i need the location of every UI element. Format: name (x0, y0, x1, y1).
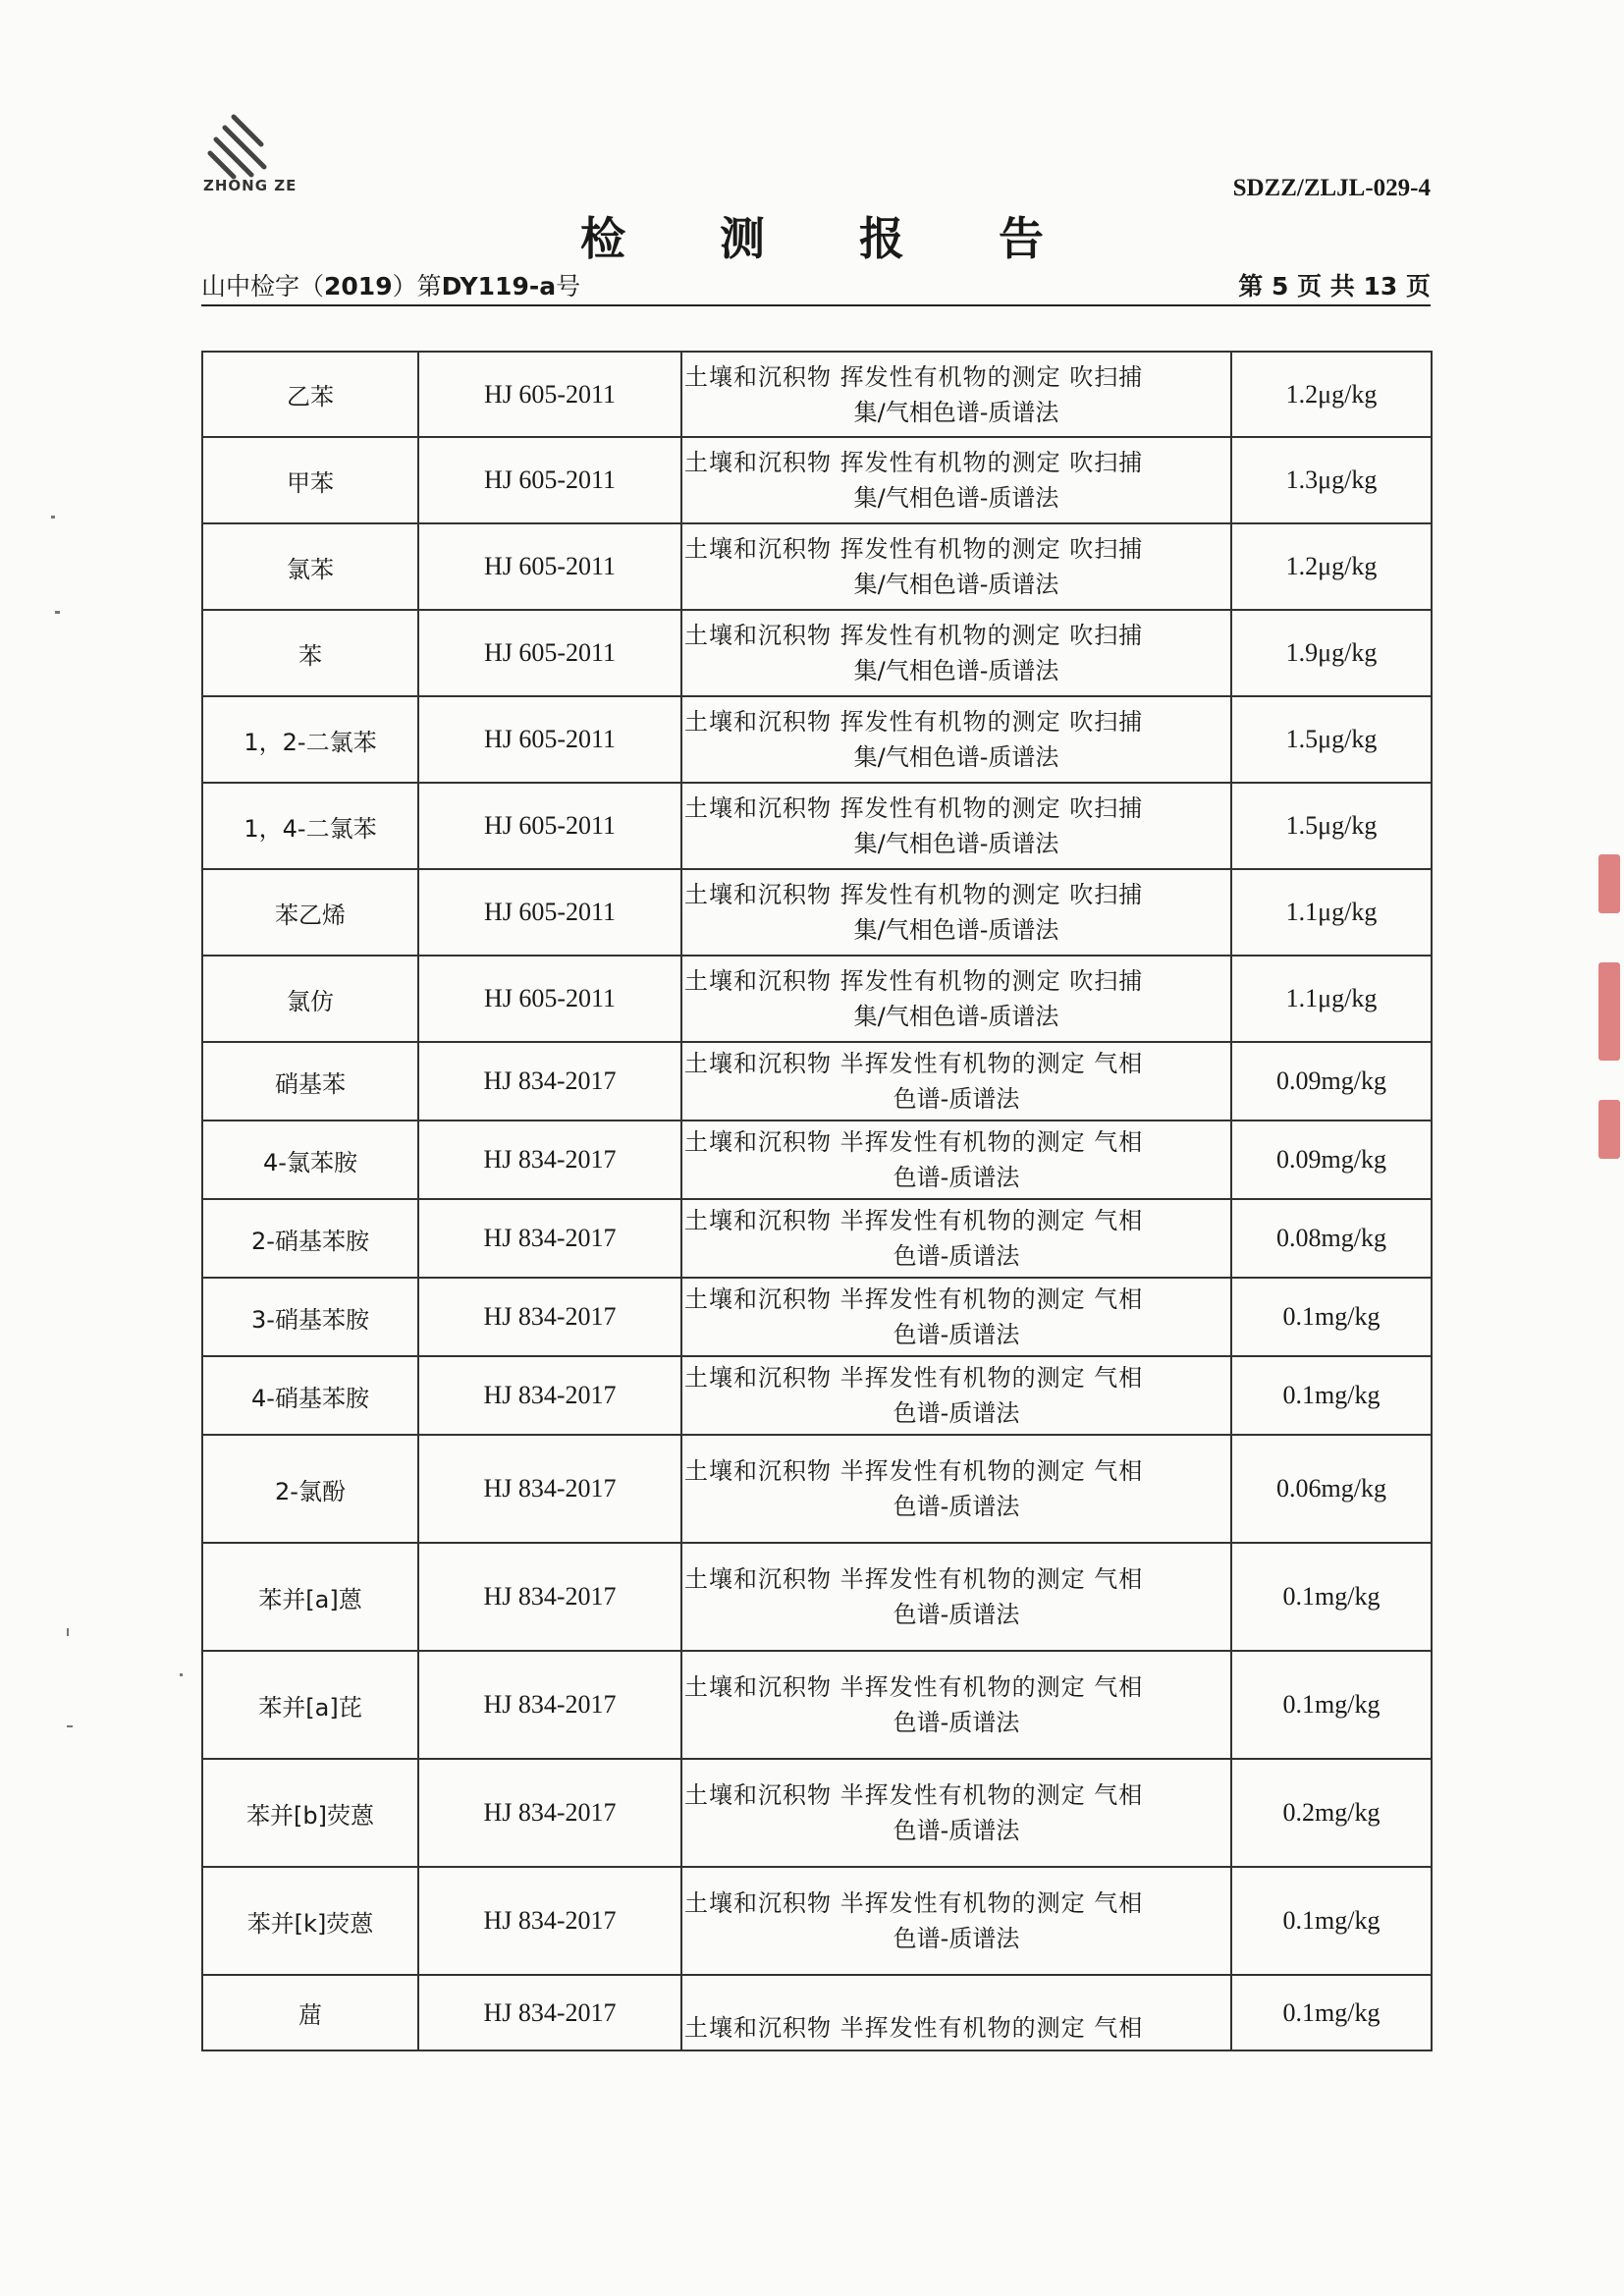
method-line-1: 土壤和沉积物 半挥发性有机物的测定 气相 (684, 1889, 1144, 1917)
detection-methods-table (201, 351, 1433, 2051)
standard-code-cell: HJ 605-2011 (418, 352, 681, 437)
method-line-2: 色谱-质谱法 (893, 1242, 1020, 1270)
test-item-cell: 1，2-二氯苯 (202, 696, 418, 783)
detection-limit-cell: 0.1mg/kg (1231, 1356, 1432, 1435)
standard-code-cell: HJ 834-2017 (418, 1975, 681, 2050)
test-item-cell: 2-硝基苯胺 (202, 1199, 418, 1278)
detection-limit-cell: 1.1μg/kg (1231, 869, 1432, 956)
standard-code-cell: HJ 834-2017 (418, 1435, 681, 1543)
standard-code-cell: HJ 834-2017 (418, 1759, 681, 1867)
method-cell (681, 1042, 1231, 1121)
method-cell (681, 1435, 1231, 1543)
standard-code-cell: HJ 834-2017 (418, 1356, 681, 1435)
detection-limit-cell: 1.5μg/kg (1231, 696, 1432, 783)
table-row (202, 1278, 1432, 1356)
standard-code-cell: HJ 834-2017 (418, 1867, 681, 1975)
detection-limit-cell: 1.1μg/kg (1231, 956, 1432, 1042)
standard-code-cell: HJ 834-2017 (418, 1121, 681, 1199)
report-number-mid: ）第 (392, 272, 442, 301)
method-line-2: 集/气相色谱-质谱法 (853, 571, 1059, 598)
standard-code-cell: HJ 834-2017 (418, 1651, 681, 1759)
table-row (202, 1975, 1432, 2050)
page-counter: 第 5 页 共 13 页 (1238, 272, 1431, 301)
detection-limit-cell: 0.09mg/kg (1231, 1042, 1432, 1121)
report-number-year: 2019 (324, 272, 393, 301)
method-line-2: 集/气相色谱-质谱法 (853, 916, 1059, 944)
method-cell (681, 1651, 1231, 1759)
method-cell (681, 352, 1231, 437)
test-item-cell: 氯苯 (202, 523, 418, 610)
method-line-1: 土壤和沉积物 挥发性有机物的测定 吹扫捕 (684, 881, 1144, 908)
table-row (202, 1435, 1432, 1543)
table-row (202, 1543, 1432, 1651)
table-row (202, 783, 1432, 869)
method-cell (681, 1121, 1231, 1199)
test-item-cell: 苯并[a]蒽 (202, 1543, 418, 1651)
report-number-code: DY119-a (441, 272, 557, 301)
method-line-1: 土壤和沉积物 挥发性有机物的测定 吹扫捕 (684, 708, 1144, 736)
red-seal-stamp-edge (1598, 854, 1620, 913)
method-cell (681, 523, 1231, 610)
page-title: 检 测 报 告 (579, 212, 1084, 265)
table-row (202, 956, 1432, 1042)
method-line-2: 色谱-质谱法 (893, 1085, 1020, 1113)
detection-limit-cell: 1.5μg/kg (1231, 783, 1432, 869)
test-item-cell: 苯并[k]荧蒽 (202, 1867, 418, 1975)
table-row (202, 696, 1432, 783)
standard-code-cell: HJ 834-2017 (418, 1199, 681, 1278)
test-item-cell: 甲苯 (202, 437, 418, 523)
table-row (202, 610, 1432, 696)
method-line-2: 色谱-质谱法 (893, 1817, 1020, 1844)
method-cell (681, 783, 1231, 869)
test-item-cell: 氯仿 (202, 956, 418, 1042)
detection-limit-cell: 0.1mg/kg (1231, 1278, 1432, 1356)
table-row (202, 352, 1432, 437)
method-cell (681, 956, 1231, 1042)
standard-code-cell: HJ 605-2011 (418, 523, 681, 610)
test-item-cell: 苯并[a]芘 (202, 1651, 418, 1759)
method-cell (681, 610, 1231, 696)
detection-limit-cell: 1.3μg/kg (1231, 437, 1432, 523)
standard-code-cell: HJ 834-2017 (418, 1543, 681, 1651)
standard-code-cell: HJ 605-2011 (418, 437, 681, 523)
test-item-cell: 3-硝基苯胺 (202, 1278, 418, 1356)
method-line-2: 色谱-质谱法 (893, 1709, 1020, 1736)
table-row (202, 1121, 1432, 1199)
method-line-1: 土壤和沉积物 挥发性有机物的测定 吹扫捕 (684, 362, 1144, 391)
method-line-2: 集/气相色谱-质谱法 (853, 1003, 1059, 1030)
method-line-1: 土壤和沉积物 挥发性有机物的测定 吹扫捕 (684, 622, 1144, 649)
method-cell (681, 1867, 1231, 1975)
method-cell (681, 1356, 1231, 1435)
scan-speck (67, 1725, 73, 1727)
detection-limit-cell: 0.1mg/kg (1231, 1975, 1432, 2050)
detection-limit-cell: 1.2μg/kg (1231, 523, 1432, 610)
header-divider (201, 304, 1431, 306)
test-item-cell: 䓛 (202, 1975, 418, 2050)
test-item-cell: 硝基苯 (202, 1042, 418, 1121)
standard-code-cell: HJ 605-2011 (418, 956, 681, 1042)
red-seal-stamp-edge (1598, 962, 1620, 1061)
scan-speck (180, 1673, 183, 1676)
logo-text: ZHONG ZE (203, 177, 298, 194)
method-line-1: 土壤和沉积物 挥发性有机物的测定 吹扫捕 (684, 794, 1144, 822)
detection-limit-cell: 0.08mg/kg (1231, 1199, 1432, 1278)
method-line-1: 土壤和沉积物 挥发性有机物的测定 吹扫捕 (684, 967, 1144, 995)
table-row (202, 437, 1432, 523)
method-line-2: 集/气相色谱-质谱法 (853, 398, 1059, 426)
scan-speck (55, 611, 60, 614)
standard-code-cell: HJ 834-2017 (418, 1278, 681, 1356)
test-item-cell: 4-硝基苯胺 (202, 1356, 418, 1435)
table-row (202, 1867, 1432, 1975)
table-row (202, 1356, 1432, 1435)
method-line-1: 土壤和沉积物 半挥发性有机物的测定 气相 (684, 1050, 1144, 1077)
method-line-2: 色谱-质谱法 (893, 1925, 1020, 1952)
method-line-2: 色谱-质谱法 (893, 1321, 1020, 1348)
scan-speck (51, 516, 55, 519)
report-number (201, 267, 580, 302)
table-row (202, 1759, 1432, 1867)
test-item-cell: 苯并[b]荧蒽 (202, 1759, 418, 1867)
method-line-2: 集/气相色谱-质谱法 (853, 657, 1059, 684)
method-line-1: 土壤和沉积物 半挥发性有机物的测定 气相 (684, 1207, 1144, 1234)
table-row (202, 1199, 1432, 1278)
table-row (202, 1651, 1432, 1759)
red-seal-stamp-edge (1598, 1100, 1620, 1159)
table-row (202, 869, 1432, 956)
method-cell (681, 437, 1231, 523)
method-line-2: 色谱-质谱法 (893, 1164, 1020, 1191)
detection-limit-cell: 1.9μg/kg (1231, 610, 1432, 696)
method-cell (681, 1975, 1231, 2050)
standard-code-cell: HJ 605-2011 (418, 869, 681, 956)
method-line-1: 土壤和沉积物 半挥发性有机物的测定 气相 (684, 2014, 1144, 2042)
test-item-cell: 1，4-二氯苯 (202, 783, 418, 869)
test-item-cell: 苯 (202, 610, 418, 696)
method-line-1: 土壤和沉积物 半挥发性有机物的测定 气相 (684, 1285, 1144, 1313)
method-line-2: 集/气相色谱-质谱法 (853, 484, 1059, 512)
test-item-cell: 4-氯苯胺 (202, 1121, 418, 1199)
standard-code-cell: HJ 834-2017 (418, 1042, 681, 1121)
method-line-1: 土壤和沉积物 半挥发性有机物的测定 气相 (684, 1457, 1144, 1485)
detection-limit-cell: 1.2μg/kg (1231, 352, 1432, 437)
detection-limit-cell: 0.06mg/kg (1231, 1435, 1432, 1543)
scan-speck (67, 1628, 69, 1636)
method-cell (681, 869, 1231, 956)
test-item-cell: 苯乙烯 (202, 869, 418, 956)
report-number-prefix: 山中检字（ (201, 272, 325, 301)
detection-limit-cell: 0.09mg/kg (1231, 1121, 1432, 1199)
detection-limit-cell: 0.2mg/kg (1231, 1759, 1432, 1867)
standard-code-cell: HJ 605-2011 (418, 696, 681, 783)
table-row (202, 523, 1432, 610)
method-cell (681, 1759, 1231, 1867)
standard-code-cell: HJ 605-2011 (418, 610, 681, 696)
method-line-2: 色谱-质谱法 (893, 1399, 1020, 1427)
method-cell (681, 1199, 1231, 1278)
method-line-1: 土壤和沉积物 半挥发性有机物的测定 气相 (684, 1364, 1144, 1392)
test-item-cell: 乙苯 (202, 352, 418, 437)
detection-limit-cell: 0.1mg/kg (1231, 1543, 1432, 1651)
method-cell (681, 1278, 1231, 1356)
method-cell (681, 696, 1231, 783)
test-item-cell: 2-氯酚 (202, 1435, 418, 1543)
standard-code-cell: HJ 605-2011 (418, 783, 681, 869)
report-number-suffix: 号 (556, 272, 581, 301)
method-line-1: 土壤和沉积物 半挥发性有机物的测定 气相 (684, 1565, 1144, 1593)
detection-limit-cell: 0.1mg/kg (1231, 1867, 1432, 1975)
method-line-1: 土壤和沉积物 挥发性有机物的测定 吹扫捕 (684, 535, 1144, 563)
method-line-1: 土壤和沉积物 半挥发性有机物的测定 气相 (684, 1673, 1144, 1701)
method-line-2: 集/气相色谱-质谱法 (853, 743, 1059, 771)
method-line-1: 土壤和沉积物 挥发性有机物的测定 吹扫捕 (684, 449, 1144, 476)
document-code: SDZZ/ZLJL-029-4 (1232, 175, 1431, 201)
method-line-1: 土壤和沉积物 半挥发性有机物的测定 气相 (684, 1128, 1144, 1156)
method-line-2: 色谱-质谱法 (893, 1601, 1020, 1628)
method-line-2: 色谱-质谱法 (893, 1493, 1020, 1520)
method-cell (681, 1543, 1231, 1651)
method-line-2: 集/气相色谱-质谱法 (853, 830, 1059, 857)
detection-limit-cell: 0.1mg/kg (1231, 1651, 1432, 1759)
method-line-1: 土壤和沉积物 半挥发性有机物的测定 气相 (684, 1781, 1144, 1809)
table-body (202, 352, 1432, 2050)
table-row (202, 1042, 1432, 1121)
